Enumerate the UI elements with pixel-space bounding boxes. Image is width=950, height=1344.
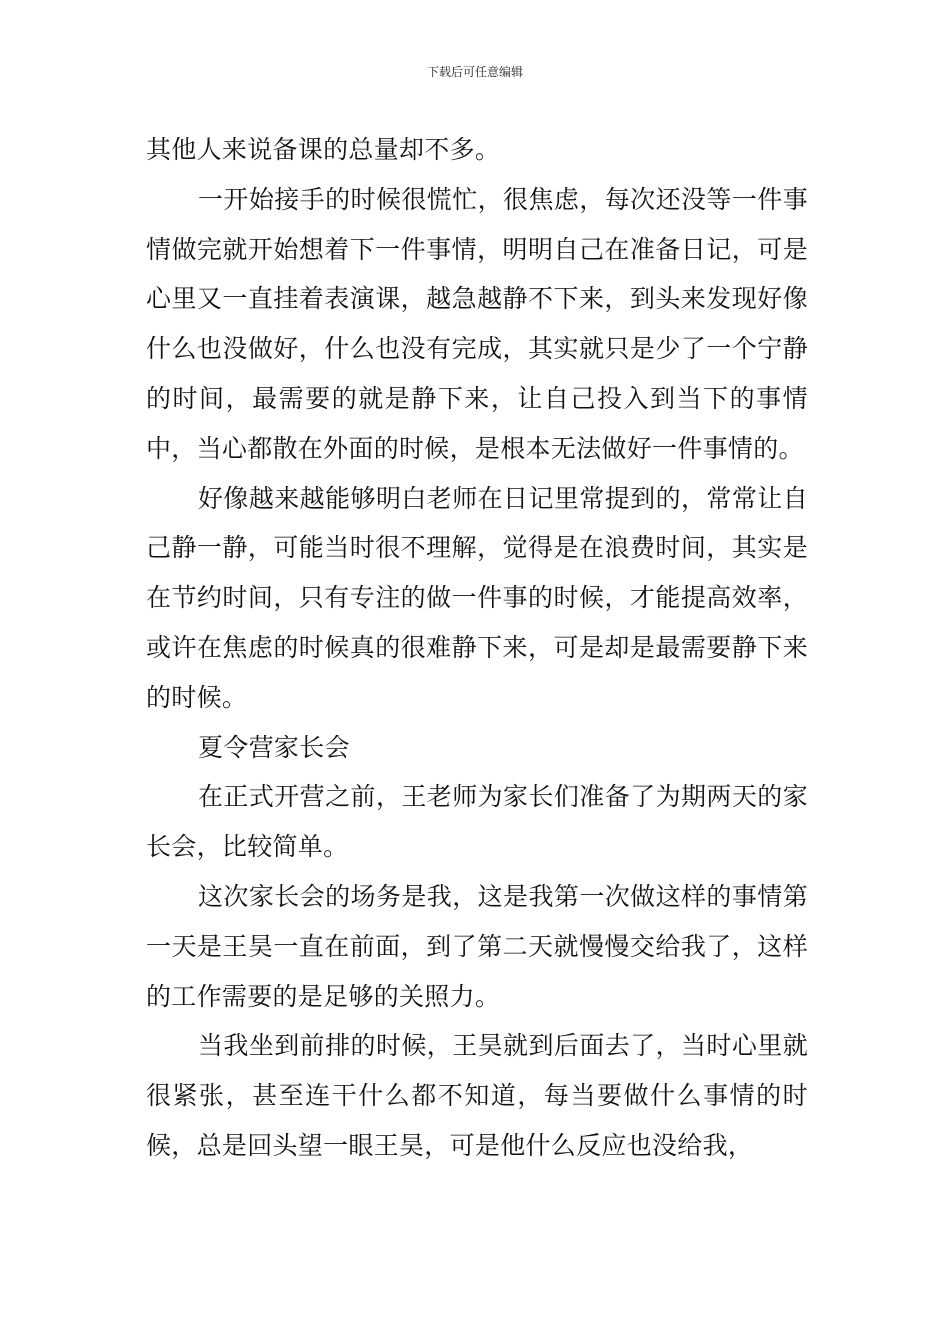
paragraph-3: 好像越来越能够明白老师在日记里常提到的，常常让自己静一静，可能当时很不理解，觉得是在浪费时间，其实是在节约时间，只有专注的做一件事的时候，才能提高效率，或许在焦虑的时候真的很难静下来，可是却是最需要静下来的时候。 [146,483,808,712]
paragraph-6: 当我坐到前排的时候，王昊就到后面去了，当时心里就很紧张，甚至连干什么都不知道，每当要做什么事情的时候，总是回头望一眼王昊，可是他什么反应也没给我， [146,1031,808,1160]
page-header: 下载后可任意编辑 [426,65,523,79]
document-body [146,125,808,1171]
section-heading: 夏令营家长会 [198,732,350,762]
paragraph-1: 其他人来说备课的总量却不多。 [146,135,501,164]
paragraph-4: 在正式开营之前，王老师为家长们准备了为期两天的家长会，比较简单。 [146,782,808,862]
paragraph-5: 这次家长会的场务是我，这是我第一次做这样的事情第一天是王昊一直在前面，到了第二天就慢慢交给我了，这样的工作需要的是足够的关照力。 [146,881,808,1011]
paragraph-2: 一开始接手的时候很慌忙，很焦虑，每次还没等一件事情做完就开始想着下一件事情，明明自己在准备日记，可是心里又一直挂着表演课，越急越静不下来，到头来发现好像什么也没做好，什么也没有完成，其实就只是少了一个宁静的时间，最需要的就是静下来，让自己投入到当下的事情中，当心都散在外面的时候，是根本无法做好一件事情的。 [146,184,808,463]
